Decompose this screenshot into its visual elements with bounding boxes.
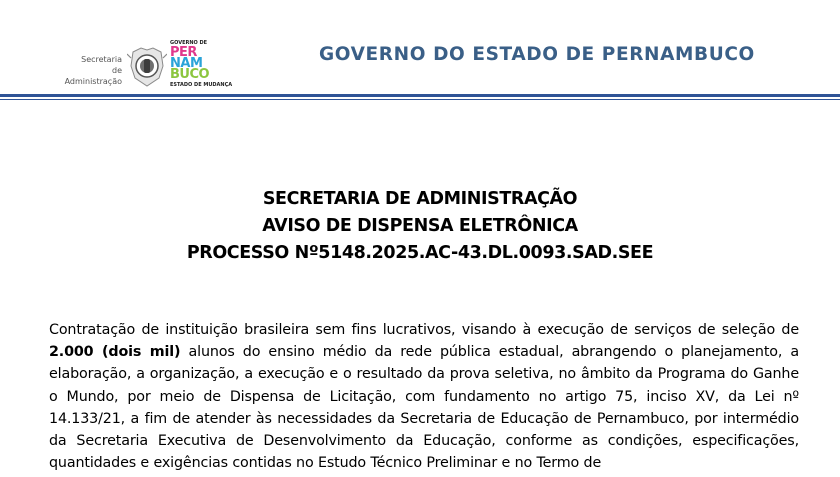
document-heading <box>0 186 840 267</box>
secretaria-label-line2: de Administração <box>64 66 122 86</box>
government-title: GOVERNO DO ESTADO DE PERNAMBUCO <box>319 44 755 65</box>
logo-top-text: GOVERNO DE <box>170 40 208 46</box>
logo-word-line1: PER <box>170 45 197 60</box>
body-text-bold: 2.000 (dois mil) <box>49 344 181 361</box>
header-rule-thick <box>0 94 840 97</box>
heading-line-3: PROCESSO Nº5148.2025.AC-43.DL.0093.SAD.SEE <box>186 243 654 263</box>
logo-bottom-text: ESTADO DE MUDANÇA <box>170 82 233 88</box>
secretaria-label <box>56 54 122 87</box>
page-header <box>0 0 840 94</box>
document-body-paragraph <box>49 319 799 474</box>
body-text-part2: alunos do ensino médio da rede pública estadual, abrangendo o planejamento, a elaboração, a organização, a execução e o resultado da prova seletiva, no âmbito da Programa do Ganhe o Mundo, por meio de Dispensa de Licitação, com fundamento no artigo 75, inciso XV, da Lei nº 14.133/21, a fim de atender às necessidades da Secretaria de Educação de Pernambuco, por intermédio da Secretaria Executiva de Desenvolvimento da Educação, conforme as condições, especificações, quantidades e exigências contidas no Estudo Técnico Preliminar e no Termo de <box>49 344 800 472</box>
header-rule-thin <box>0 99 840 100</box>
pernambuco-logo <box>170 40 232 90</box>
logo-word-line3: BUCO <box>170 67 210 82</box>
body-text-part1: Contratação de instituição brasileira sem fins lucrativos, visando à execução de serviços de seleção de <box>49 322 799 338</box>
heading-line-2: AVISO DE DISPENSA ELETRÔNICA <box>262 216 578 236</box>
logo-word-line2: NAM <box>170 56 203 71</box>
state-seal-icon <box>127 44 167 88</box>
secretaria-label-line1: Secretaria <box>81 55 122 64</box>
heading-line-1: SECRETARIA DE ADMINISTRAÇÃO <box>262 189 578 209</box>
